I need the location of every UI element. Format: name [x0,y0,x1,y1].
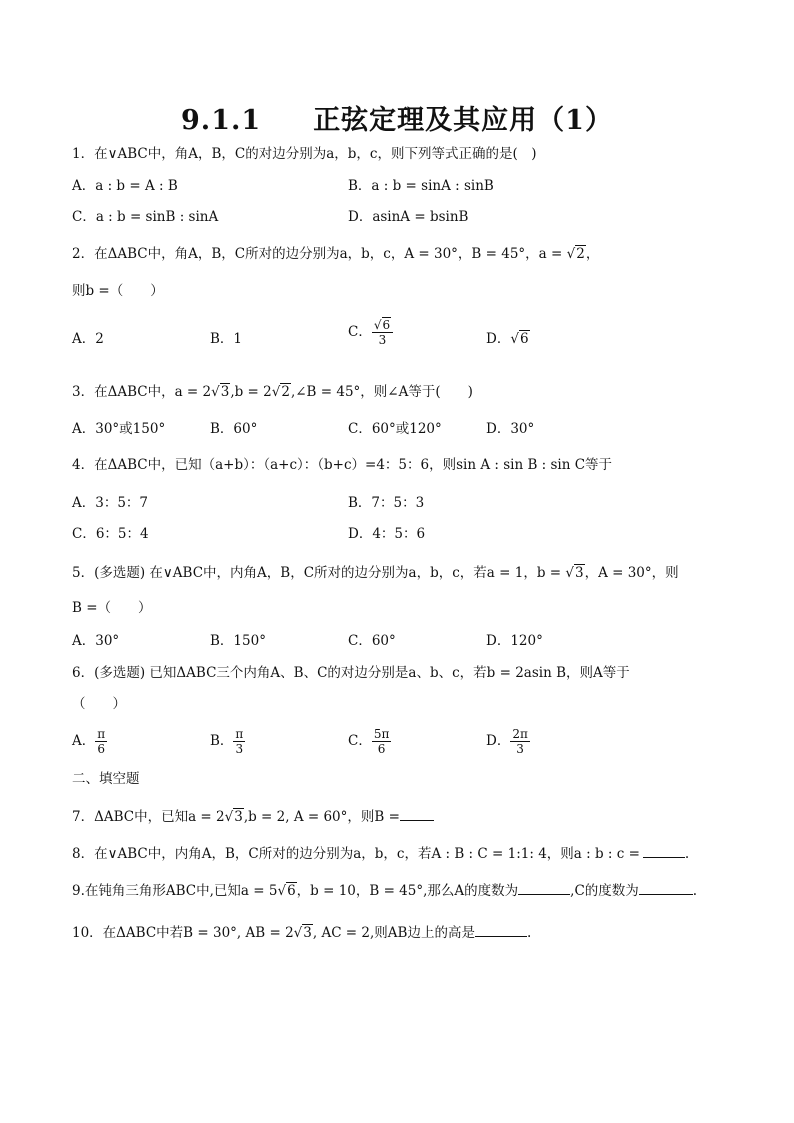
fraction [233,727,245,756]
option-label: C． [348,733,372,749]
numerator: π [97,727,106,741]
sqrt-symbol: √6 [277,883,296,899]
q9-text-1: 9.在钝角三角形ABC中,已知a = 5 [72,883,278,899]
option-label: C． [348,324,372,340]
radicand: 6 [287,883,296,899]
numerator: √6 [372,318,393,333]
fraction [372,727,392,756]
q10-text-1: 10．在ΔABC中若B = 30°, AB = 2 [72,925,294,941]
q3-text-2: ,b = 2 [230,384,272,400]
sqrt-symbol: √3 [224,809,243,825]
q9-text-2: ，b = 10，B = 45°,那么A的度数为 [296,883,519,899]
q8-stem [72,843,689,864]
answer-blank[interactable] [639,880,693,895]
q1-option-c: C．a : b = sinB : sinA [72,209,219,225]
q5-option-b: B．150° [210,633,266,649]
q4-option-c: C．6：5：4 [72,526,149,542]
title-text: 正弦定理及其应用（1） [313,105,613,136]
q6-option-b [210,727,245,756]
answer-blank[interactable] [475,922,527,937]
q4-option-a: A．3：5：7 [72,495,149,511]
q3-option-b: B．60° [210,421,258,437]
radicand: 3 [303,925,312,941]
q2-option-b: B．1 [210,331,243,347]
sqrt-symbol: √2 [566,246,585,262]
numerator: 2π [512,727,528,741]
q2-stem-text: 2．在ΔABC中，角A，B，C所对的边分别为a，b，c，A = 30°，B = 45°，a = [72,246,567,262]
q2-stem-end: ， [585,246,600,262]
q2-option-c [348,318,393,347]
q10-end: . [526,925,532,941]
radicand: 6 [519,331,529,347]
q3-option-a: A．30°或150° [72,421,166,437]
q1-option-b: B．a : b = sinA : sinB [348,178,494,194]
radicand: 3 [574,565,584,581]
sqrt-symbol: √6 [510,331,529,347]
q5-option-c: C．60° [348,633,396,649]
q2-option-d [486,329,530,349]
page-title [0,98,794,137]
sqrt-symbol: √2 [271,384,290,400]
q2-stem-line2: 则b =（ ） [72,283,164,299]
q9-text-3: ,C的度数为 [570,883,639,899]
section-heading: 二、填空题 [72,771,140,787]
fraction [372,318,393,347]
q3-stem [72,382,473,402]
section-number: 9.1.1 [181,105,262,136]
q1-option-a: A．a : b = A : B [72,178,178,194]
denominator: 6 [377,742,386,756]
q9-stem [72,880,697,901]
q6-stem: 6．(多选题) 已知ΔABC三个内角A、B、C的对边分别是a、b、c，若b = 2asin B，则A等于 [72,665,630,681]
sqrt-symbol: √3 [565,565,584,581]
option-label: A． [72,733,96,749]
answer-blank[interactable] [400,806,434,821]
q7-text-2: ,b = 2, A = 60°，则B = [243,809,400,825]
q1-stem: 1．在∨ABC中，角A，B，C的对边分别为a，b，c，则下列等式正确的是( ) [72,146,537,162]
denominator: 3 [235,742,244,756]
q5-text-1: 5．(多选题) 在∨ABC中，内角A，B，C所对的边分别为a，b，c，若a = 1，b = [72,565,566,581]
numerator: 5π [373,727,390,741]
q4-option-d: D．4：5：6 [348,526,426,542]
q8-end: . [684,846,690,862]
q5-text-2: ，A = 30°，则 [584,565,679,581]
q10-stem [72,922,531,943]
q2-stem [72,244,599,264]
q6-option-c [348,727,391,756]
q10-text-2: , AC = 2,则AB边上的高是 [312,925,475,941]
q5-stem-line2: B =（ ） [72,600,152,616]
fraction [510,727,530,756]
radicand: 3 [220,384,230,400]
q6-stem-line2: （ ） [72,696,126,712]
q7-stem [72,806,434,827]
denominator: 6 [97,742,106,756]
option-label: B． [210,733,234,749]
q6-option-d [486,727,530,756]
answer-blank[interactable] [518,880,570,895]
q2-option-a: A．2 [72,331,104,347]
q5-stem [72,563,679,583]
q6-option-a [72,727,107,756]
q8-text: 8．在∨ABC中，内角A，B，C所对的边分别为a，b，c，若A : B : C = 1:1: 4，则a : b : c = [72,846,640,862]
option-label: D． [486,331,511,347]
fraction [95,727,107,756]
denominator: 3 [378,333,387,347]
q9-end: . [692,883,698,899]
answer-blank[interactable] [643,843,685,858]
radicand: 2 [281,384,290,400]
radicand: 3 [234,809,243,825]
q4-stem: 4．在ΔABC中，已知（a+b）：（a+c）：（b+c）=4：5：6，则sin A : sin B : sin C等于 [72,457,613,473]
q1-option-d: D．asinA = bsinB [348,209,469,225]
q3-text-3: ,∠B = 45°，则∠A等于( ) [290,384,473,400]
q3-option-d: D．30° [486,421,535,437]
q7-text-1: 7．ΔABC中，已知a = 2 [72,809,225,825]
sqrt-symbol: √3 [211,384,230,400]
sqrt-symbol: √3 [293,925,312,941]
q5-option-a: A．30° [72,633,120,649]
numerator: π [235,727,244,741]
option-label: D． [486,733,511,749]
radicand: 2 [576,246,585,262]
q3-text-1: 3．在ΔABC中，a = 2 [72,384,212,400]
q5-option-d: D．120° [486,633,543,649]
radicand: 6 [382,318,391,332]
q4-option-b: B．7：5：3 [348,495,425,511]
q3-option-c: C．60°或120° [348,421,442,437]
denominator: 3 [516,742,524,756]
